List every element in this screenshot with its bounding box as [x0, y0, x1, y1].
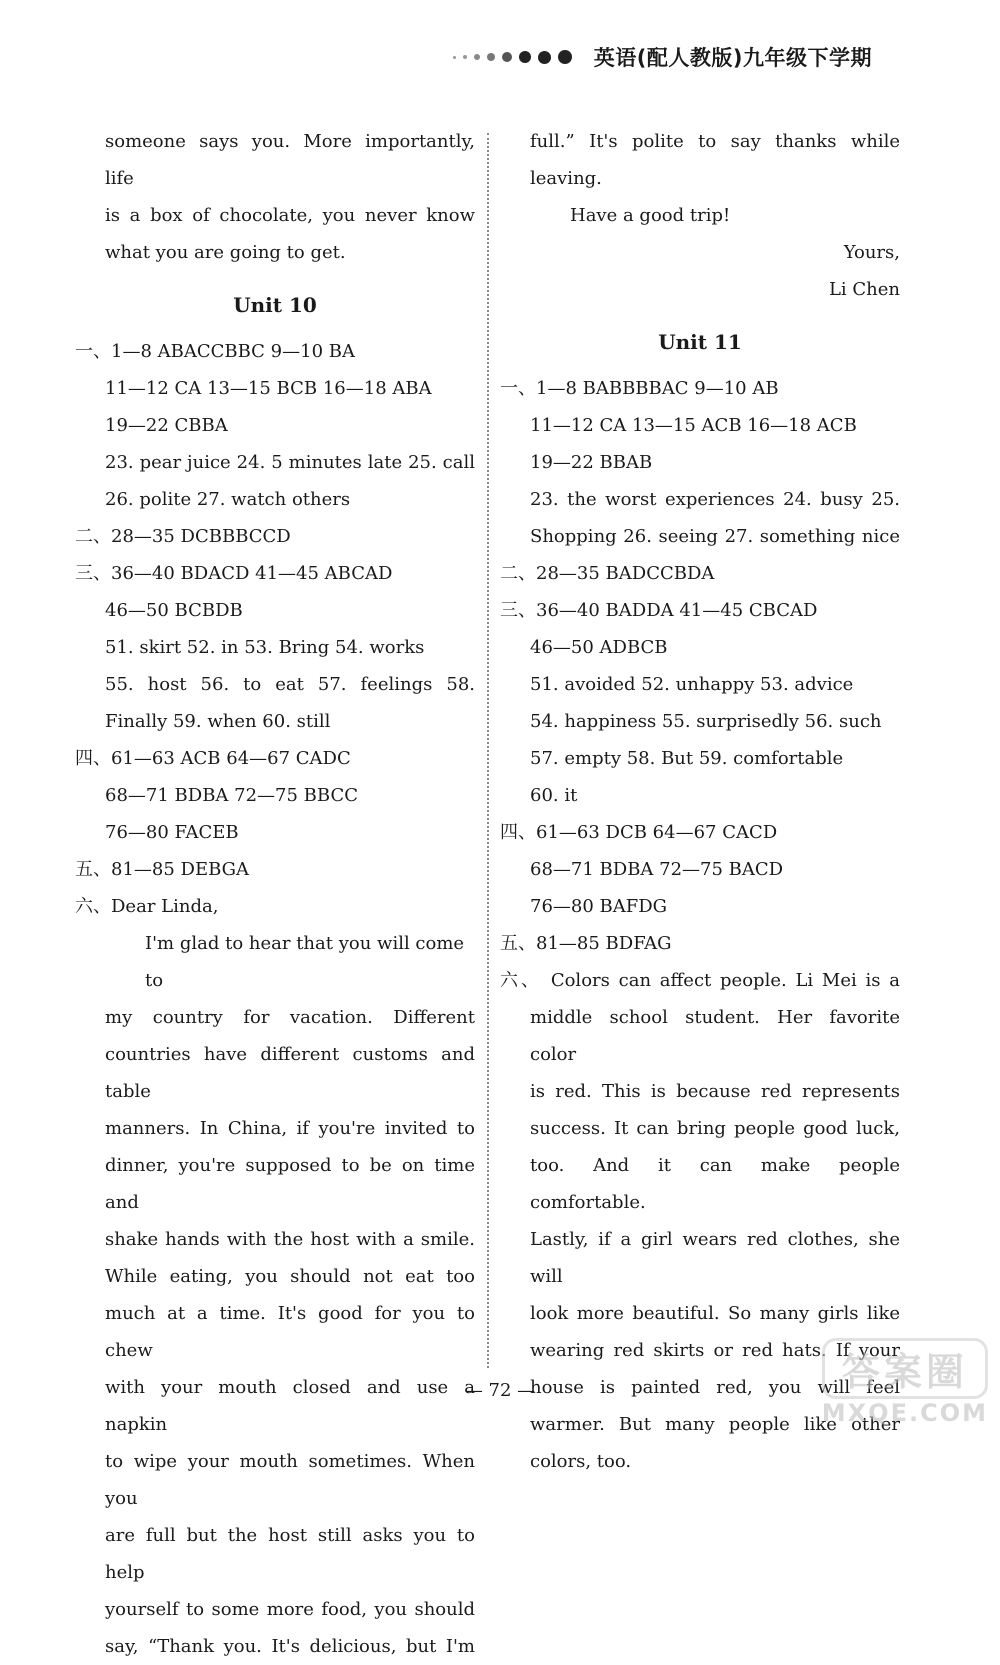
watermark-logo	[822, 1338, 988, 1427]
answer-line: 11—12 CA 13—15 BCB 16—18 ABA	[105, 378, 432, 399]
answer-line: 一、1—8 BABBBBAC 9—10 AB	[500, 378, 779, 399]
essay-line: too. And it can make people comfortable.	[530, 1155, 900, 1213]
column-divider	[487, 133, 489, 1368]
answer-line: 57. empty 58. But 59. comfortable	[530, 748, 844, 769]
answer-line: 二、28—35 DCBBBCCD	[75, 526, 291, 547]
letter-line: my country for vacation. Different	[105, 1007, 475, 1028]
answer-line: 54. happiness 55. surprisedly 56. such	[530, 711, 882, 732]
essay-line: wearing red skirts or red hats. If your	[530, 1340, 900, 1361]
essay-line: colors, too.	[530, 1451, 632, 1472]
answer-line: 51. skirt 52. in 53. Bring 54. works	[105, 637, 425, 658]
essay-line: is red. This is because red represents	[530, 1081, 900, 1102]
answer-line: 26. polite 27. watch others	[105, 489, 351, 510]
letter-line: are full but the host still asks you to help	[105, 1525, 475, 1583]
answer-line: 76—80 BAFDG	[530, 896, 668, 917]
letter-signature: Li Chen	[828, 279, 900, 300]
letter-line: yourself to some more food, you should	[105, 1599, 475, 1620]
answer-line: 三、36—40 BDACD 41—45 ABCAD	[75, 563, 393, 584]
header-title: 英语(配人教版)九年级下学期	[593, 46, 872, 70]
letter-line: While eating, you should not eat too	[105, 1266, 475, 1287]
watermark-text: 答案圈	[822, 1338, 988, 1399]
unit-10-title: Unit 10	[233, 293, 317, 317]
letter-line: I'm glad to hear that you will come to	[145, 933, 465, 991]
answer-line: Finally 59. when 60. still	[105, 711, 331, 732]
answer-line: 二、28—35 BADCCBDA	[500, 563, 715, 584]
answer-line: 55. host 56. to eat 57. feelings 58.	[105, 674, 475, 695]
letter-line: dinner, you're supposed to be on time and	[105, 1155, 475, 1213]
answer-line: 19—22 CBBA	[105, 415, 228, 436]
letter-line: manners. In China, if you're invited to	[105, 1118, 475, 1139]
letter-line: much at a time. It's good for you to chew	[105, 1303, 475, 1361]
answer-line: 23. pear juice 24. 5 minutes late 25. call	[105, 452, 475, 473]
intro-line: someone says you. More importantly, life	[105, 131, 475, 189]
essay-line: look more beautiful. So many girls like	[530, 1303, 900, 1324]
essay-line: house is painted red, you will feel	[530, 1377, 900, 1398]
letter-line: shake hands with the host with a smile.	[105, 1229, 475, 1250]
essay-line: middle school student. Her favorite color	[530, 1007, 900, 1065]
letter-salutation: 六、Dear Linda,	[75, 896, 219, 917]
unit-11-title: Unit 11	[658, 330, 742, 354]
answer-line: 68—71 BDBA 72—75 BACD	[530, 859, 784, 880]
page-header	[453, 42, 872, 72]
intro-line: is a box of chocolate, you never know	[105, 205, 475, 226]
letter-line: leaving.	[530, 168, 602, 189]
left-column	[75, 123, 475, 1665]
answer-line: 68—71 BDBA 72—75 BBCC	[105, 785, 359, 806]
answer-line: 11—12 CA 13—15 ACB 16—18 ACB	[530, 415, 857, 436]
letter-line: with your mouth closed and use a napkin	[105, 1377, 475, 1435]
answer-line: 五、81—85 BDFAG	[500, 933, 672, 954]
answer-line: 46—50 BCBDB	[105, 600, 243, 621]
answer-line: 19—22 BBAB	[530, 452, 653, 473]
letter-line: countries have different customs and table	[105, 1044, 475, 1102]
letter-closing: Have a good trip!	[570, 205, 731, 226]
watermark-url: MXQE.COM	[821, 1399, 988, 1427]
answer-line: 60. it	[530, 785, 578, 806]
essay-line: success. It can bring people good luck,	[530, 1118, 900, 1139]
answer-line: 51. avoided 52. unhappy 53. advice	[530, 674, 854, 695]
answer-line: Shopping 26. seeing 27. something nice	[530, 526, 900, 547]
answer-line: 四、61—63 ACB 64—67 CADC	[75, 748, 351, 769]
letter-line: say, “Thank you. It's delicious, but I'm	[105, 1636, 475, 1657]
letter-line: full.” It's polite to say thanks while	[530, 131, 900, 152]
intro-line: what you are going to get.	[105, 242, 346, 263]
answer-line: 三、36—40 BADDA 41—45 CBCAD	[500, 600, 818, 621]
answer-line: 五、81—85 DEBGA	[75, 859, 250, 880]
answer-line: 一、1—8 ABACCBBC 9—10 BA	[75, 341, 355, 362]
answer-line: 四、61—63 DCB 64—67 CACD	[500, 822, 778, 843]
letter-line: to wipe your mouth sometimes. When you	[105, 1451, 475, 1509]
essay-line: warmer. But many people like other	[530, 1414, 900, 1435]
answer-line: 23. the worst experiences 24. busy 25.	[530, 489, 900, 510]
right-column	[500, 123, 900, 1480]
essay-line: Lastly, if a girl wears red clothes, she will	[530, 1229, 900, 1287]
answer-line: 46—50 ADBCB	[530, 637, 668, 658]
letter-sign-off: Yours,	[843, 242, 900, 263]
essay-line: 六、 Colors can affect people. Li Mei is a	[500, 970, 900, 991]
page-number: — 72 —	[464, 1380, 536, 1401]
answer-line: 76—80 FACEB	[105, 822, 239, 843]
decorative-dots	[453, 50, 572, 64]
